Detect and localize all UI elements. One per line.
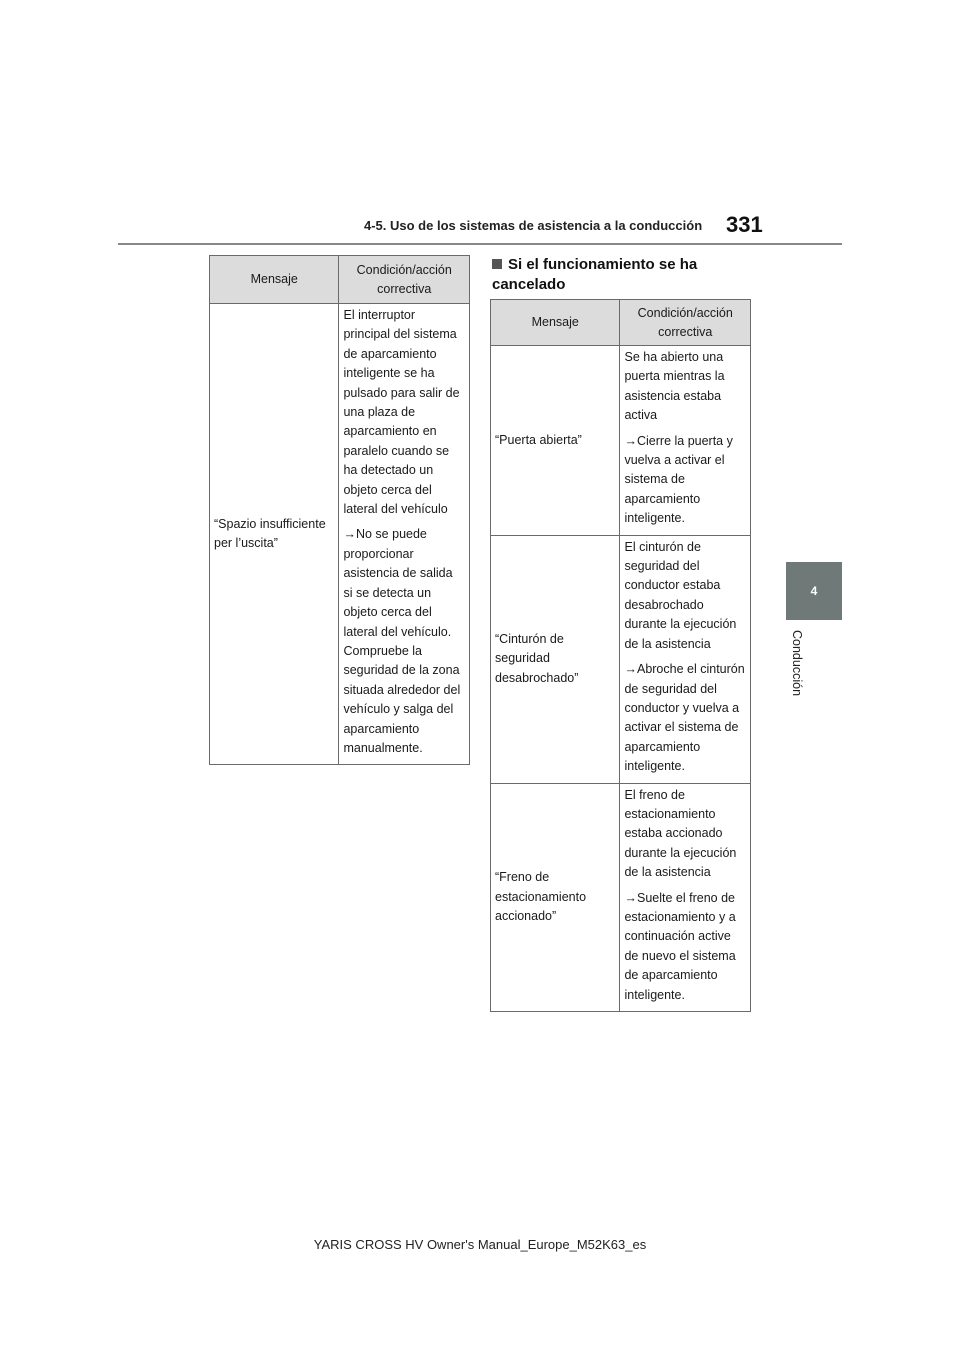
action-text: →No se puede proporcionar asistencia de salida si se detecta un objeto cerca del lateral del vehículo. Compruebe la seguridad de la zona situada alrededor del vehículo y salga del aparcamiento manualmente. xyxy=(343,527,461,755)
section-heading xyxy=(492,255,762,295)
condition-text: El cinturón de seguridad del conductor estaba desabrochado durante la ejecución de la asistencia xyxy=(624,539,737,651)
message-cell: “Puerta abierta” xyxy=(491,346,620,536)
section-header-title: 4-5. Uso de los sistemas de asistencia a la conducción xyxy=(364,218,703,233)
message-cell: “Freno de estacionamiento accionado” xyxy=(491,783,620,1011)
header-message: Mensaje xyxy=(210,256,339,304)
header-message: Mensaje xyxy=(491,300,620,346)
header-condition: Condición/acción correctiva xyxy=(339,256,470,304)
condition-text: El interruptor principal del sistema de aparcamiento inteligente se ha pulsado para salir de una plaza de aparcamiento en paralelo cuando se ha detectado un objeto cerca del lateral del vehículo xyxy=(343,308,460,517)
section-heading-text: Si el funcionamiento se ha cancelado xyxy=(492,256,698,293)
chapter-tab xyxy=(786,562,842,620)
chapter-label: Conducción xyxy=(790,630,804,697)
table-row xyxy=(491,783,751,1011)
table-header-row xyxy=(210,256,470,304)
condition-cell xyxy=(620,535,751,783)
message-table-left xyxy=(209,255,470,765)
table-row xyxy=(491,535,751,783)
page-footer: YARIS CROSS HV Owner's Manual_Europe_M52K63_es xyxy=(313,1237,647,1252)
chapter-number: 4 xyxy=(810,584,818,598)
condition-text: Se ha abierto una puerta mientras la asistencia estaba activa xyxy=(624,350,725,423)
message-cell: “Spazio insufficiente per l’uscita” xyxy=(210,304,339,765)
page-number: 331 xyxy=(726,212,763,237)
header-divider xyxy=(118,243,842,245)
condition-cell xyxy=(620,346,751,536)
action-text: →Cierre la puerta y vuelva a activar el sistema de aparcamiento inteligente. xyxy=(624,433,733,526)
message-table-right xyxy=(490,299,751,1012)
condition-cell xyxy=(339,304,470,765)
condition-text: El freno de estacionamiento estaba accionado durante la ejecución de la asistencia xyxy=(624,787,737,880)
action-text: →Abroche el cinturón de seguridad del conductor y vuelva a activar el sistema de aparcamiento inteligente. xyxy=(624,662,745,774)
square-bullet-icon xyxy=(492,259,502,269)
action-text: →Suelte el freno de estacionamiento y a continuación active de nuevo el sistema de aparcamiento inteligente. xyxy=(624,890,736,1002)
table-row xyxy=(210,304,470,765)
table-header-row xyxy=(491,300,751,346)
table-row xyxy=(491,346,751,536)
message-cell: “Cinturón de seguridad desabrochado” xyxy=(491,535,620,783)
header-condition: Condición/acción correctiva xyxy=(620,300,751,346)
condition-cell xyxy=(620,783,751,1011)
